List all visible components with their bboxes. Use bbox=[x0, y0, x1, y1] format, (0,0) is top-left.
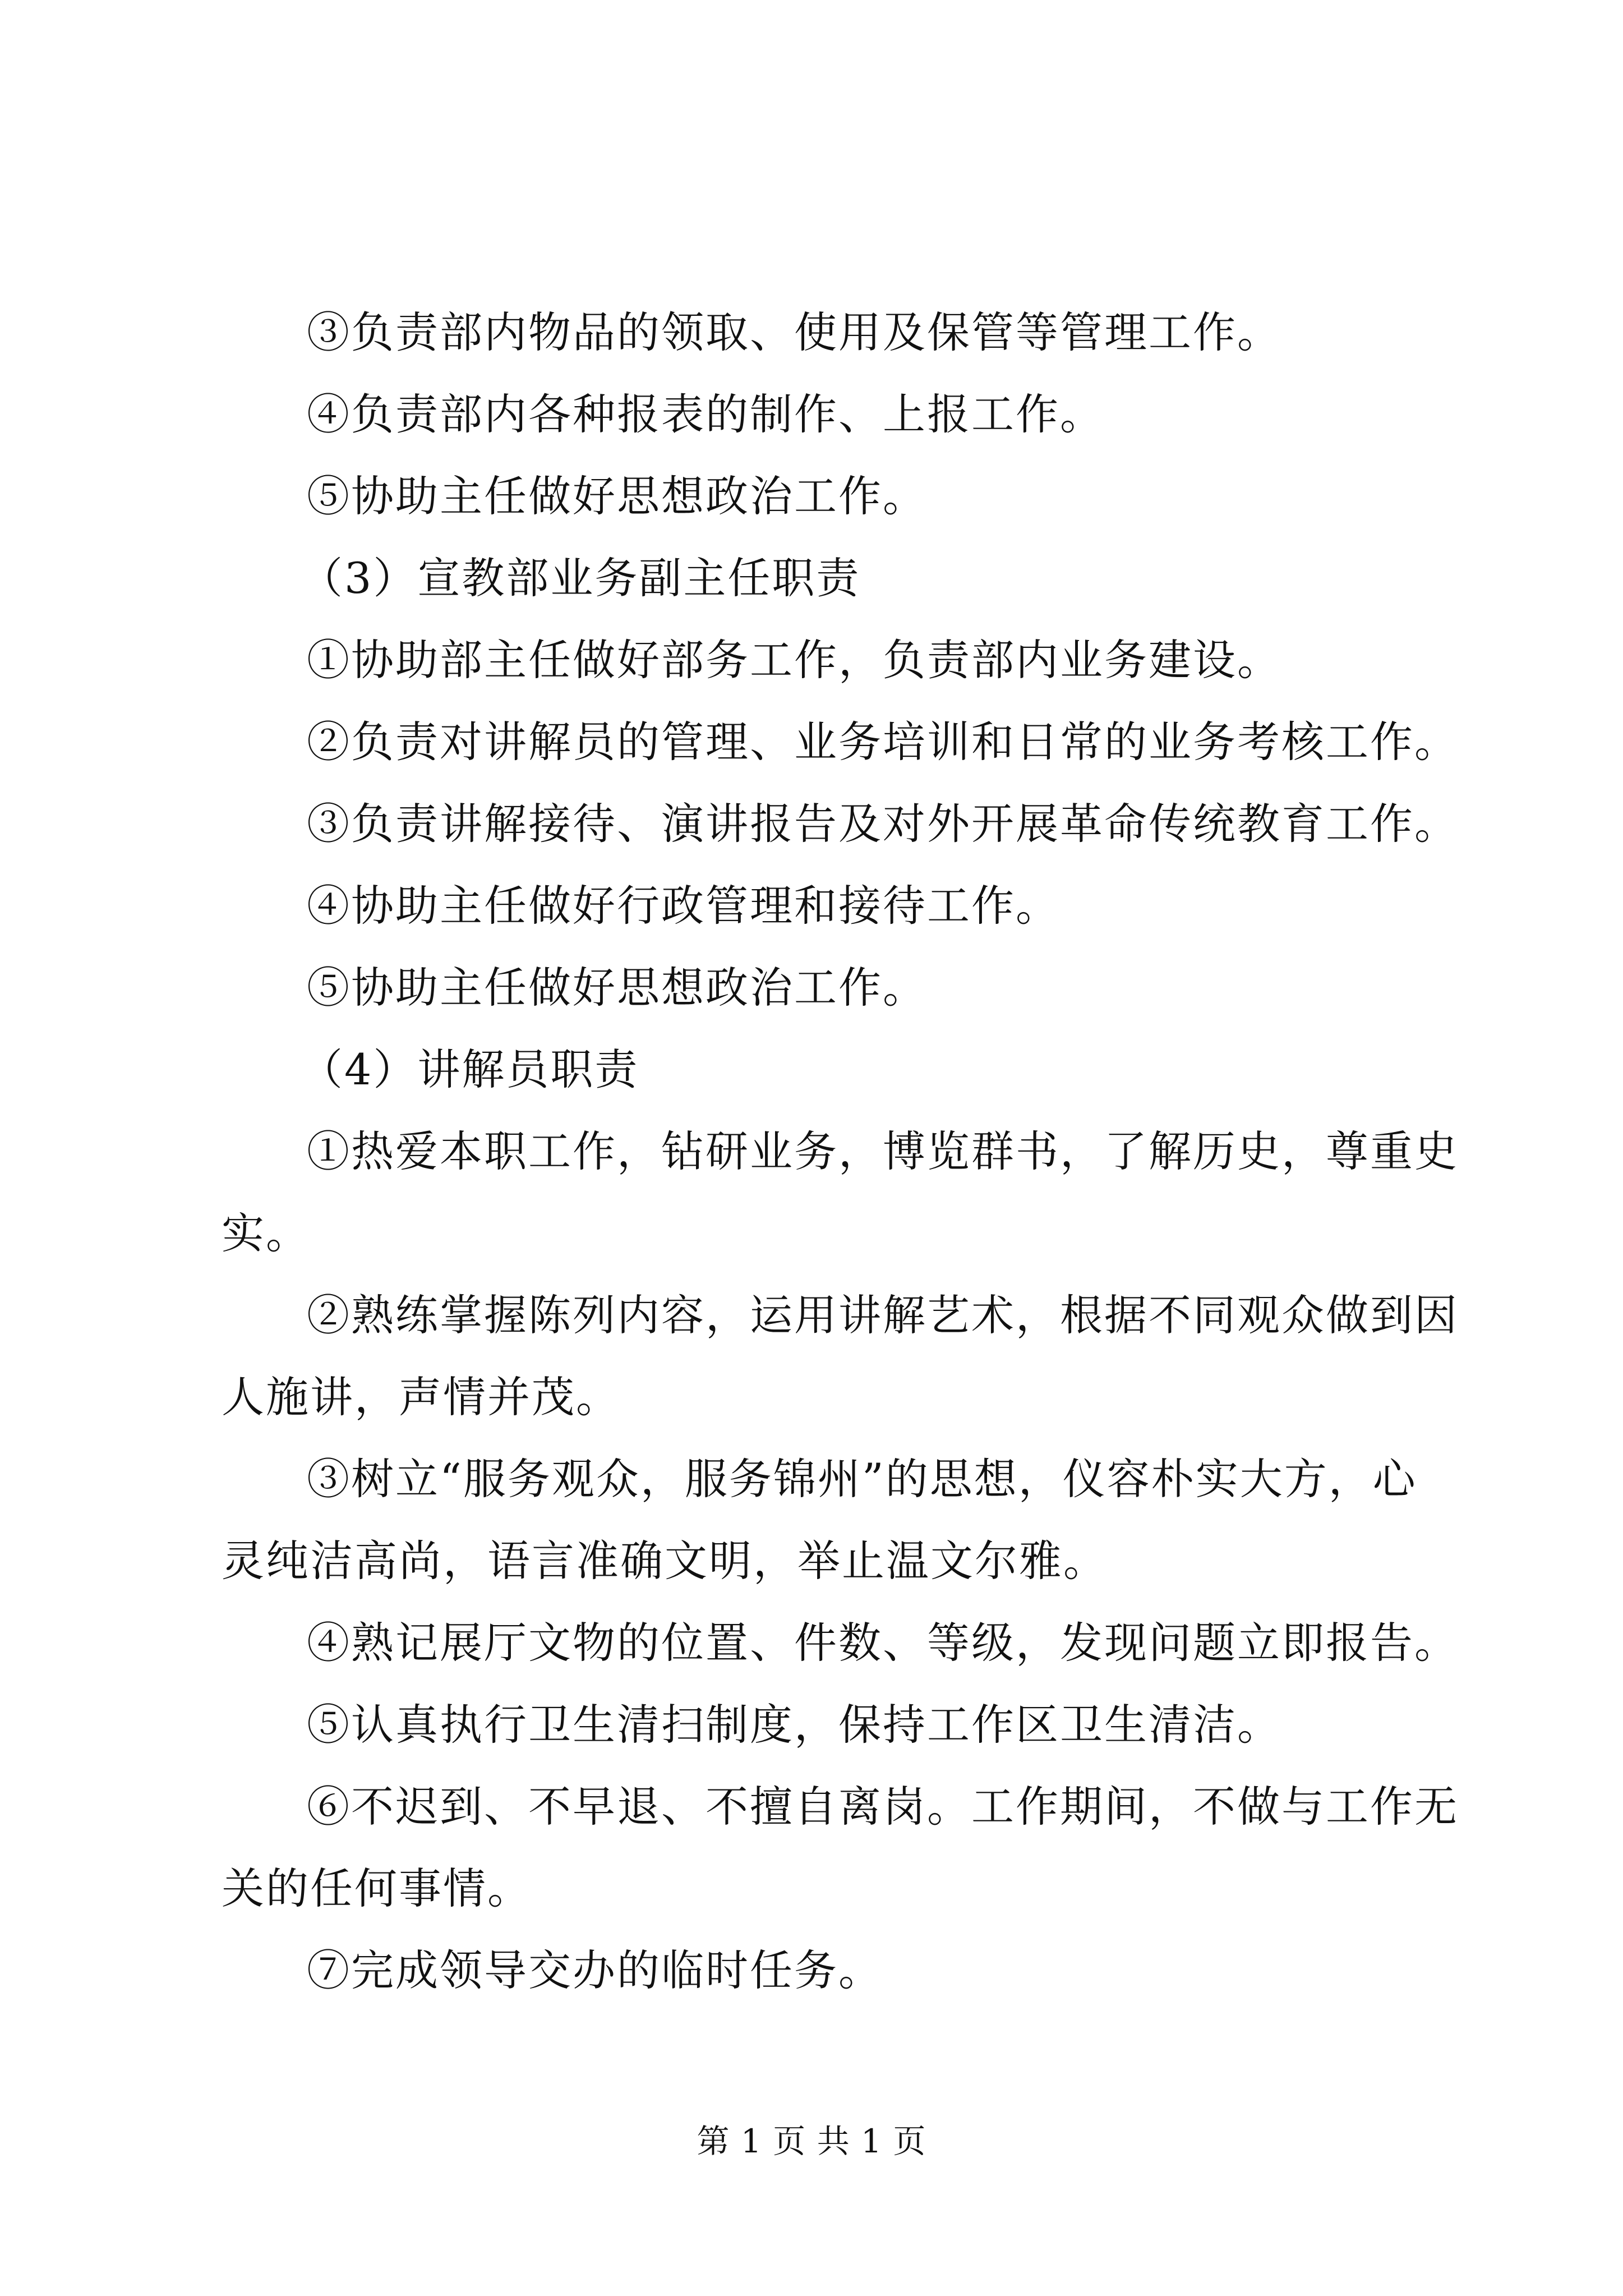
paragraph-item-6-attendance: ⑥不迟到、不早退、不擅自离岗。工作期间，不做与工作无关的任何事情。 bbox=[222, 1782, 1459, 1913]
paragraph-item-7-tasks: ⑦完成领导交办的临时任务。 bbox=[307, 1945, 883, 1995]
paragraph-item-5-political-work: ⑤协助主任做好思想政治工作。 bbox=[307, 471, 927, 521]
paragraph-item-2-content: ②熟练掌握陈列内容，运用讲解艺术，根据不同观众做到因人施讲，声情并茂。 bbox=[222, 1290, 1459, 1422]
paragraph-item-4-exhibits: ④熟记展厅文物的位置、件数、等级，发现问题立即报告。 bbox=[307, 1618, 1459, 1668]
paragraph-item-5-political-work-2: ⑤协助主任做好思想政治工作。 bbox=[307, 963, 927, 1013]
paragraph-item-1-dedication: ①热爱本职工作，钻研业务，博览群书，了解历史，尊重史实。 bbox=[222, 1126, 1459, 1258]
page-number-footer: 第 1 页 共 1 页 bbox=[697, 2122, 926, 2160]
paragraph-item-3-service: ③树立“服务观众，服务锦州”的思想，仪容朴实大方，心灵纯洁高尚，语言准确文明，举止温文尔雅。 bbox=[222, 1454, 1417, 1586]
paragraph-item-5-cleaning: ⑤认真执行卫生清扫制度，保持工作区卫生清洁。 bbox=[307, 1700, 1281, 1750]
paragraph-item-4-administration: ④协助主任做好行政管理和接待工作。 bbox=[307, 881, 1060, 931]
paragraph-item-3-supplies: ③负责部内物品的领取、使用及保管等管理工作。 bbox=[307, 307, 1281, 357]
paragraph-item-3-reception: ③负责讲解接待、演讲报告及对外开展革命传统教育工作。 bbox=[307, 799, 1459, 849]
paragraph-item-1-business: ①协助部主任做好部务工作，负责部内业务建设。 bbox=[307, 635, 1281, 685]
section-heading-4: （4）讲解员职责 bbox=[300, 1045, 639, 1094]
paragraph-item-2-guide-management: ②负责对讲解员的管理、业务培训和日常的业务考核工作。 bbox=[307, 717, 1459, 767]
section-heading-3: （3）宣教部业务副主任职责 bbox=[300, 553, 861, 603]
paragraph-item-4-reports: ④负责部内各种报表的制作、上报工作。 bbox=[307, 389, 1104, 439]
document-body bbox=[222, 292, 1461, 2012]
